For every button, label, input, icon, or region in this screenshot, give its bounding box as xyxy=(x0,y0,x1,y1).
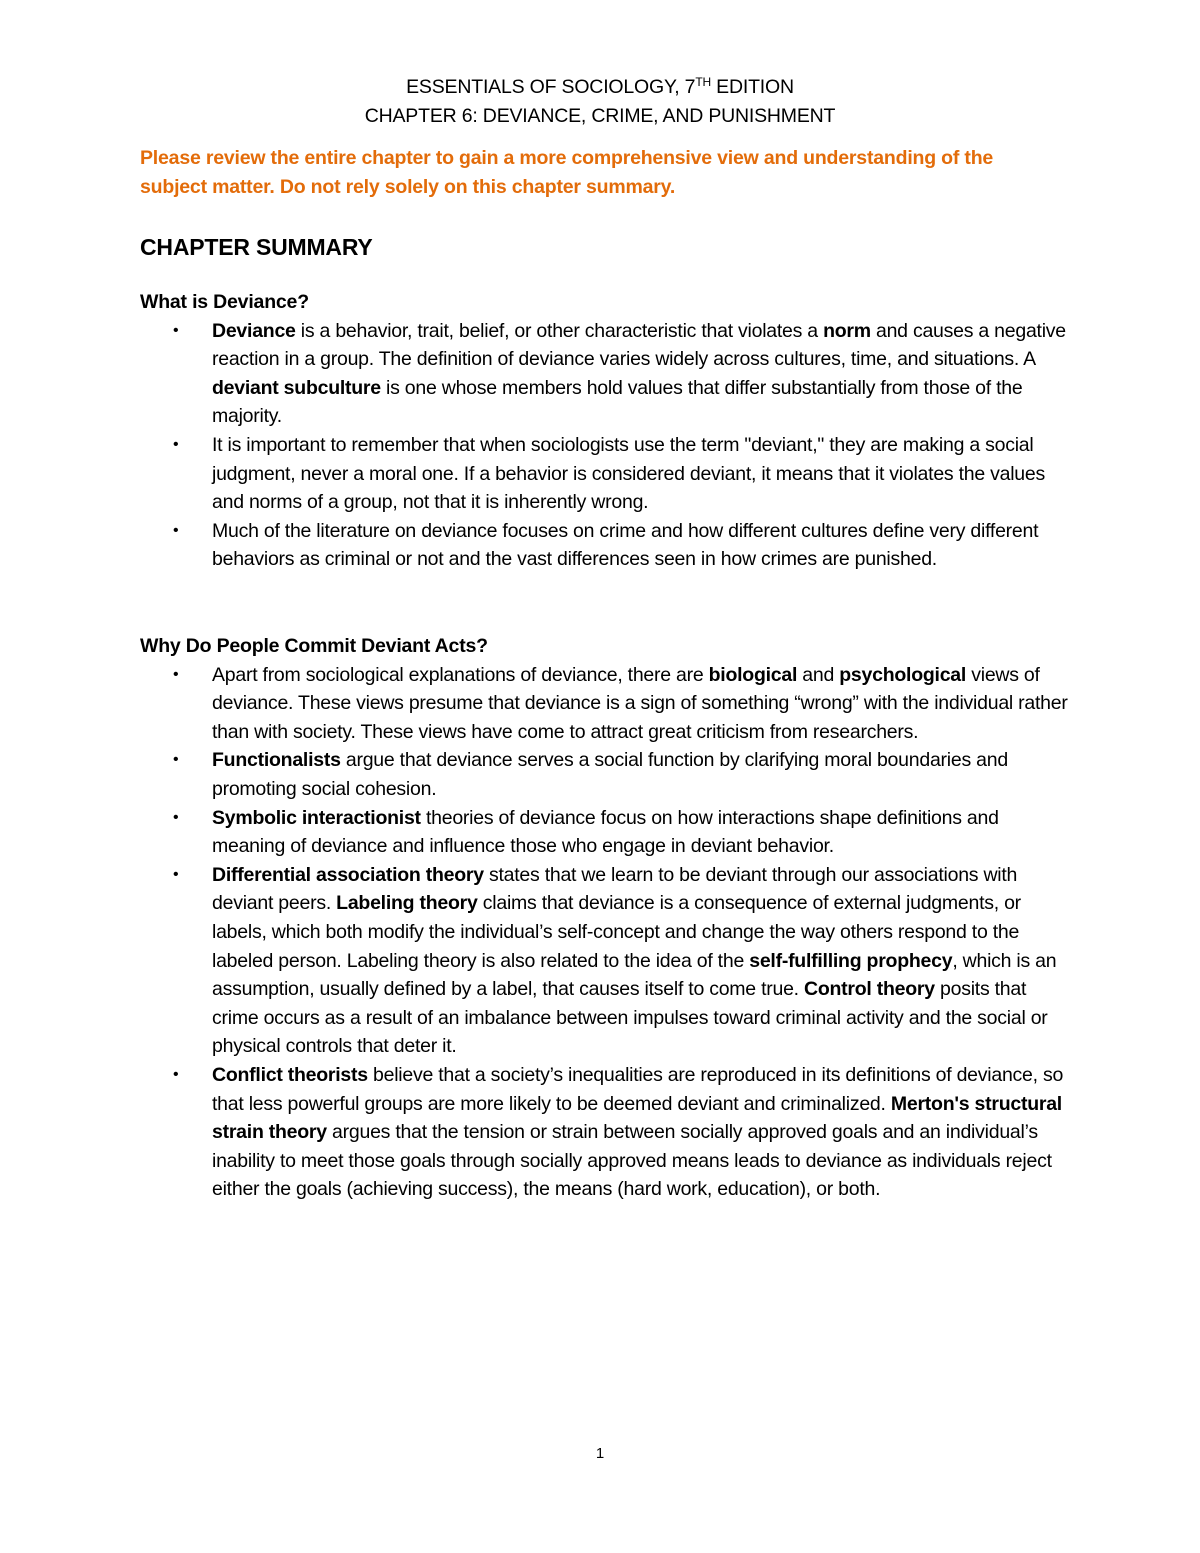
bold-term: psychological xyxy=(839,663,967,686)
bullet-icon: • xyxy=(173,521,179,539)
bullet-list xyxy=(140,317,1070,574)
list-item xyxy=(140,804,1070,861)
item-text: views of deviance. These views presume that deviance is a sign of something “wrong” with the individual rather than with society. These views have come to attract great criticism from researchers. xyxy=(212,663,1068,743)
list-item xyxy=(140,317,1070,431)
item-text: It is important to remember that when sociologists use the term "deviant," they are making a social judgment, never a moral one. If a behavior is considered deviant, it means that it violates the values and norms of a group, not that it is inherently wrong. xyxy=(212,433,1045,514)
section-why-deviant-acts xyxy=(140,632,1070,1204)
chapter-title: CHAPTER 6: DEVIANCE, CRIME, AND PUNISHMENT xyxy=(364,105,836,127)
item-text: and xyxy=(797,663,840,686)
book-title xyxy=(0,75,1200,99)
item-text: posits that crime occurs as a result of an imbalance between impulses toward criminal activity and the social or physical controls that deter it. xyxy=(212,978,1048,1058)
list-item xyxy=(140,517,1070,574)
list-item xyxy=(140,746,1070,803)
book-title-main: ESSENTIALS OF SOCIOLOGY, 7 xyxy=(406,76,696,98)
item-text: is one whose members hold values that differ substantially from those of the majority. xyxy=(212,376,1023,428)
bullet-icon: • xyxy=(173,665,179,683)
list-item xyxy=(140,431,1070,517)
bold-term: Differential association theory xyxy=(212,863,484,886)
item-text: believe that a society’s inequalities are reproduced in its definitions of deviance, so that less powerful groups are more likely to be deemed deviant and criminalized. xyxy=(212,1063,1064,1115)
item-text: argue that deviance serves a social function by clarifying moral boundaries and promoting social cohesion. xyxy=(212,749,1008,800)
bullet-icon: • xyxy=(173,1065,179,1083)
section-heading: What is Deviance? xyxy=(140,291,309,313)
item-text: Much of the literature on deviance focuses on crime and how different cultures define very different behaviors as criminal or not and the vast differences seen in how crimes are punished. xyxy=(212,519,1039,571)
book-title-superscript: TH xyxy=(695,75,711,89)
item-text: Apart from sociological explanations of deviance, there are xyxy=(212,663,709,686)
bold-term: Symbolic interactionist xyxy=(212,806,421,829)
bullet-icon: • xyxy=(173,435,179,453)
bullet-icon: • xyxy=(173,808,179,826)
bold-term: Conflict theorists xyxy=(212,1063,368,1086)
page-number: 1 xyxy=(595,1445,605,1462)
item-text: states that we learn to be deviant through our associations with deviant peers. xyxy=(212,863,1018,915)
section-what-is-deviance xyxy=(140,288,1070,574)
book-title-edition: EDITION xyxy=(710,76,794,98)
bold-term: deviant subculture xyxy=(212,376,381,399)
item-text: , which is an assumption, usually defined by a label, that causes itself to come true. xyxy=(212,949,1057,1001)
list-item xyxy=(140,661,1070,747)
bold-term: Control theory xyxy=(804,978,935,1001)
bullet-icon: • xyxy=(173,321,179,339)
list-item xyxy=(140,861,1070,1061)
item-text: claims that deviance is a consequence of external judgments, or labels, which both modify the individual’s self-concept and change the way others respond to the labeled person. Labeling theory is also related to the idea of the xyxy=(212,892,1021,972)
bold-term: biological xyxy=(708,663,798,686)
bold-term: Functionalists xyxy=(212,749,341,772)
chapter-summary-heading: CHAPTER SUMMARY xyxy=(140,234,373,260)
review-notice: Please review the entire chapter to gain a more comprehensive view and understanding of the subject matter. Do not rely solely on this chapter summary. xyxy=(140,147,994,198)
section-heading: Why Do People Commit Deviant Acts? xyxy=(140,635,488,657)
bold-term: Labeling theory xyxy=(336,892,478,915)
bold-term: norm xyxy=(823,319,871,342)
bold-term: self-fulfilling prophecy xyxy=(749,949,953,972)
item-text: argues that the tension or strain between socially approved goals and an individual’s inability to meet those goals through socially approved means leads to deviance as individuals reject either the goals (achieving success), the means (hard work, education), or both. xyxy=(212,1121,1052,1201)
bullet-icon: • xyxy=(173,751,179,769)
bold-term: Merton's structural strain theory xyxy=(212,1092,1062,1144)
bullet-icon: • xyxy=(173,865,179,883)
bold-term: Deviance xyxy=(212,319,296,342)
bullet-list xyxy=(140,661,1070,1204)
item-text: and causes a negative reaction in a group. The definition of deviance varies widely across cultures, time, and situations. A xyxy=(212,319,1066,371)
list-item xyxy=(140,1061,1070,1204)
item-text: theories of deviance focus on how interactions shape definitions and meaning of deviance and influence those who engage in deviant behavior. xyxy=(212,806,999,858)
item-text: is a behavior, trait, belief, or other characteristic that violates a xyxy=(295,319,824,342)
